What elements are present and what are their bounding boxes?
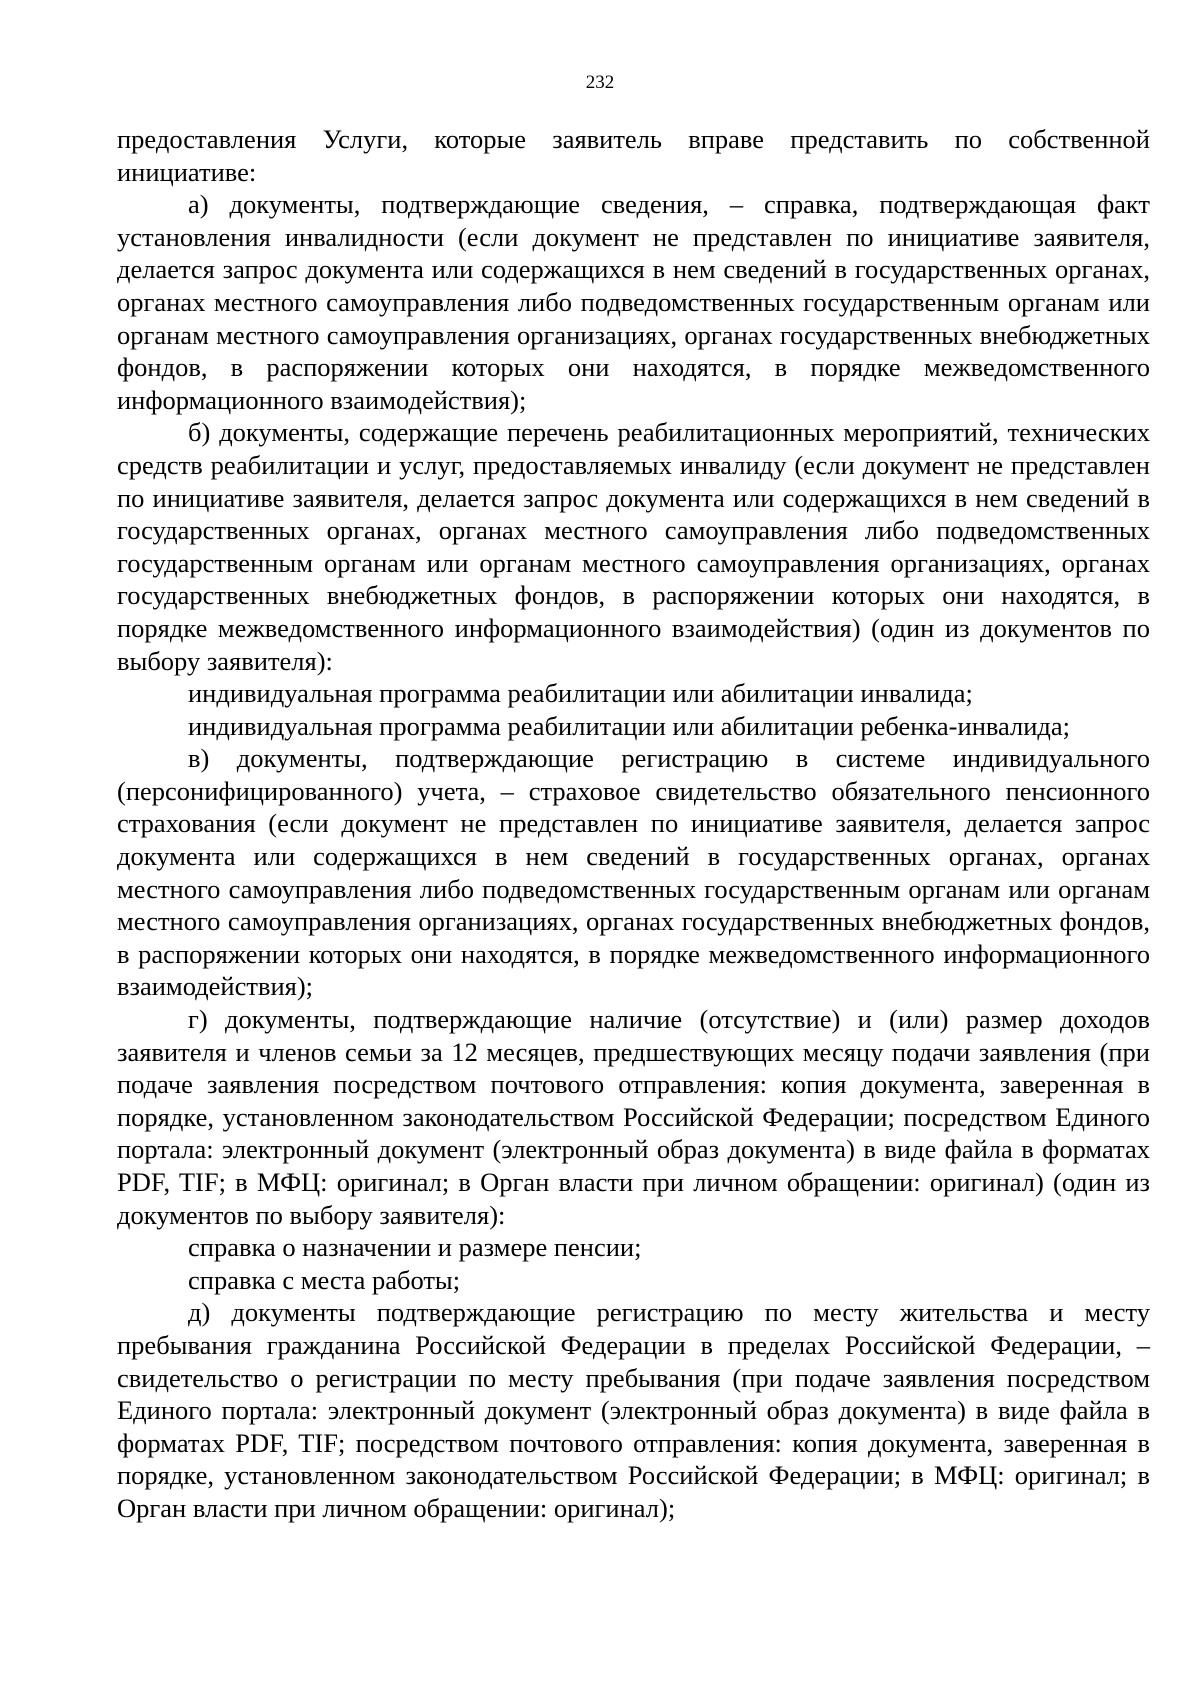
- paragraph-item-g: г) документы, подтверждающие наличие (отсутствие) и (или) размер доходов заявителя и членов семьи за 12 месяцев, предшествующих месяцу подачи заявления (при подаче заявления посредством почтового отправления: копия документа, заверенная в порядке, установленном законодательством Российской Федерации; посредством Единого портала: электронный документ (электронный образ документа) в виде файла в форматах PDF, TIF; в МФЦ: оригинал; в Орган власти при личном обращении: оригинал) (один из документов по выбору заявителя):: [117, 1004, 1150, 1230]
- paragraph-item-a: а) документы, подтверждающие сведения, – справка, подтверждающая факт установления инвалидности (если документ не представлен по инициативе заявителя, делается запрос документа или содержащихся в нем сведений в государственных органах, органах местного самоуправления либо подведомственных государственным органам или органам местного самоуправления организациях, органах государственных внебюджетных фондов, в распоряжении которых они находятся, в порядке межведомственного информационного взаимодействия);: [117, 189, 1150, 415]
- paragraph-item-v: в) документы, подтверждающие регистрацию в системе индивидуального (персонифицированного) учета, – страховое свидетельство обязательного пенсионного страхования (если документ не представлен по инициативе заявителя, делается запрос документа или содержащихся в нем сведений в государственных органах, органах местного самоуправления либо подведомственных государственным органам или органам местного самоуправления организациях, органах государственных внебюджетных фондов, в распоряжении которых они находятся, в порядке межведомственного информационного взаимодействия);: [117, 743, 1150, 1002]
- paragraph-intro-continuation: предоставления Услуги, которые заявитель вправе представить по собственной инициативе:: [117, 124, 1150, 187]
- document-body: [117, 123, 1150, 1525]
- paragraph-item-b-option-2: индивидуальная программа реабилитации или абилитации ребенка-инвалида;: [188, 710, 1071, 741]
- paragraph-item-g-option-2: справка с места работы;: [188, 1264, 461, 1295]
- paragraph-item-b-option-1: индивидуальная программа реабилитации или абилитации инвалида;: [188, 678, 973, 709]
- page-number: 232: [585, 72, 615, 93]
- paragraph-item-g-option-1: справка о назначении и размере пенсии;: [188, 1232, 642, 1263]
- paragraph-item-d: д) документы подтверждающие регистрацию по месту жительства и месту пребывания гражданина Российской Федерации в пределах Российской Федерации, – свидетельство о регистрации по месту пребывания (при подаче заявления посредством Единого портала: электронный документ (электронный образ документа) в виде файла в форматах PDF, TIF; посредством почтового отправления: копия документа, заверенная в порядке, установленном законодательством Российской Федерации; в МФЦ: оригинал; в Орган власти при личном обращении: оригинал);: [117, 1297, 1150, 1523]
- paragraph-item-b: б) документы, содержащие перечень реабилитационных мероприятий, технических средств реабилитации и услуг, предоставляемых инвалиду (если документ не представлен по инициативе заявителя, делается запрос документа или содержащихся в нем сведений в государственных органах, органах местного самоуправления либо подведомственных государственным органам или органам местного самоуправления организациях, органах государственных внебюджетных фондов, в распоряжении которых они находятся, в порядке межведомственного информационного взаимодействия) (один из документов по выбору заявителя):: [117, 417, 1150, 676]
